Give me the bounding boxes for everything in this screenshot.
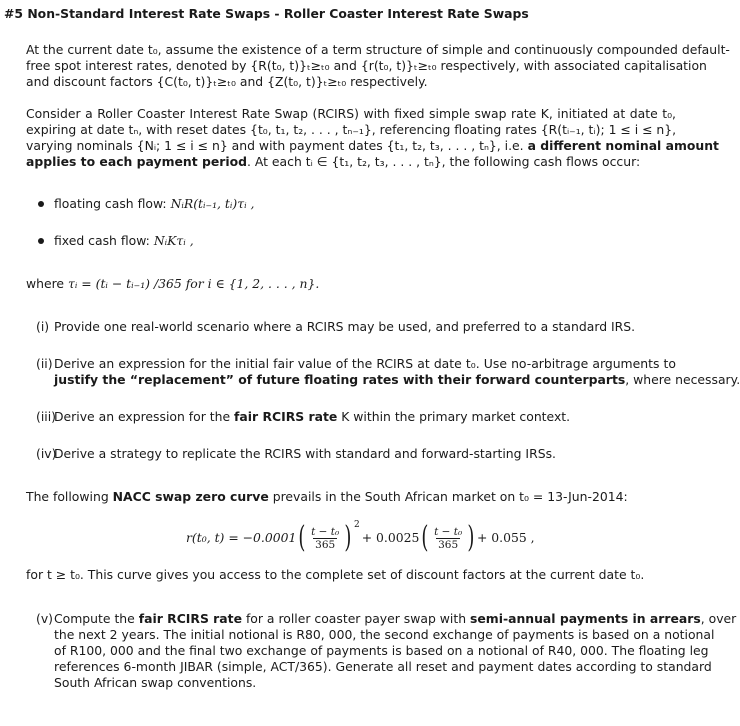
question-iii xyxy=(36,409,676,425)
question-v-post: , over xyxy=(700,611,737,626)
question-v xyxy=(36,611,737,691)
consider-line-4 xyxy=(26,154,676,170)
formula-tail: + 0.055 , xyxy=(476,530,535,545)
consider-line-4-text: . At each tᵢ ∈ {t₁, t₂, t₃, . . . , tₙ}, the following cash flows occur: xyxy=(247,154,641,169)
formula-mid: + 0.0025 xyxy=(361,530,420,545)
bullet-floating-label: floating cash flow: xyxy=(54,196,167,211)
intro-line-3: and discount factors {C(t₀, t)}ₜ≥ₜ₀ and {Z(t₀, t)}ₜ≥ₜ₀ respectively. xyxy=(26,74,428,89)
left-paren-icon: ( xyxy=(298,520,306,555)
right-paren-icon: ) xyxy=(467,520,475,555)
consider-line-4-bold: applies to each payment period xyxy=(26,154,247,169)
zero-curve-formula xyxy=(186,518,535,558)
question-v-mid: for a roller coaster payer swap with xyxy=(245,611,467,626)
bullet-dot-icon xyxy=(38,201,44,207)
bullet-fixed-label: fixed cash flow: xyxy=(54,233,150,248)
bullet-fixed-math: NᵢKτᵢ , xyxy=(153,233,194,248)
question-v-line-3: of R100, 000 and the final two exchange of payments is based on a notional of R40, 000. The floating leg xyxy=(54,643,709,658)
question-v-line-2: the next 2 years. The initial notional is R80, 000, the second exchange of payments is based on a notional xyxy=(54,627,715,642)
question-ii-line-1: Derive an expression for the initial fair value of the RCIRS at date t₀. Use no-arbitrage arguments to xyxy=(54,356,676,371)
consider-line-3 xyxy=(26,138,719,154)
curve-intro xyxy=(26,489,676,505)
bullet-dot-icon xyxy=(38,238,44,244)
where-prefix: where xyxy=(26,276,65,291)
after-formula-text: for t ≥ t₀. This curve gives you access to the complete set of discount factors at the current date t₀. xyxy=(26,567,645,582)
where-math: τᵢ = (tᵢ − tᵢ₋₁) /365 for i ∈ {1, 2, . . . , n}. xyxy=(68,276,320,291)
question-ii-label: (ii) xyxy=(36,356,53,371)
intro-paragraph xyxy=(26,42,730,90)
question-ii-line-2: , where necessary. xyxy=(625,372,740,387)
bullet-fixed xyxy=(38,233,194,249)
question-iii-pre: Derive an expression for the xyxy=(54,409,231,424)
question-iii-post: K within the primary market context. xyxy=(341,409,571,424)
question-ii-bold: justify the “replacement” of future floating rates with their forward counterparts xyxy=(54,372,626,387)
fraction-1-denominator: 365 xyxy=(315,538,336,551)
curve-post: prevails in the South African market on t₀ = 13-Jun-2014: xyxy=(272,489,628,504)
question-i-label: (i) xyxy=(36,319,50,334)
question-iv-text: Derive a strategy to replicate the RCIRS with standard and forward-starting IRSs. xyxy=(54,446,556,461)
question-i-text: Provide one real-world scenario where a RCIRS may be used, and preferred to a standard IRS. xyxy=(54,319,636,334)
fraction-1-numerator: t − t₀ xyxy=(311,525,340,538)
left-paren-icon: ( xyxy=(421,520,429,555)
question-v-line-5: South African swap conventions. xyxy=(54,675,257,690)
consider-line-1: Consider a Roller Coaster Interest Rate Swap (RCIRS) with fixed simple swap rate K, initiated at date t₀, xyxy=(26,106,676,121)
bullet-floating xyxy=(38,196,254,212)
intro-line-2: free spot interest rates, denoted by {R(t₀, t)}ₜ≥ₜ₀ and {r(t₀, t)}ₜ≥ₜ₀ respectively, with associated capitalisation xyxy=(26,58,707,73)
question-i xyxy=(36,319,676,335)
consider-paragraph xyxy=(26,106,719,170)
question-ii xyxy=(36,356,740,388)
question-v-line-4: references 6-month JIBAR (simple, ACT/365). Generate all reset and payment dates according to standard xyxy=(54,659,712,674)
question-v-bold-2: semi-annual payments in arrears xyxy=(470,611,701,626)
formula-lhs: r(t₀, t) = −0.0001 xyxy=(186,530,297,545)
formula-exponent: 2 xyxy=(353,520,360,530)
page-title: #5 Non-Standard Interest Rate Swaps - Roller Coaster Interest Rate Swaps xyxy=(4,6,529,21)
formula-fraction-2 xyxy=(432,526,464,551)
question-iii-bold: fair RCIRS rate xyxy=(234,409,338,424)
question-v-label: (v) xyxy=(36,611,54,626)
question-iii-label: (iii) xyxy=(36,409,56,424)
question-iv xyxy=(36,446,676,462)
intro-line-1: At the current date t₀, assume the existence of a term structure of simple and continuously compounded default- xyxy=(26,42,730,57)
curve-pre: The following xyxy=(26,489,109,504)
consider-line-2: expiring at date tₙ, with reset dates {t₀, t₁, t₂, . . . , tₙ₋₁}, referencing floating rates {R(tᵢ₋₁, tᵢ); 1 ≤ i ≤ n}, xyxy=(26,122,677,137)
curve-bold: NACC swap zero curve xyxy=(112,489,269,504)
formula-fraction-1 xyxy=(309,526,341,551)
consider-line-3-text: varying nominals {Nᵢ; 1 ≤ i ≤ n} and with payment dates {t₁, t₂, t₃, . . . , tₙ}, i.e. xyxy=(26,138,524,153)
question-iv-label: (iv) xyxy=(36,446,57,461)
where-line xyxy=(26,276,676,292)
bullet-floating-math: NᵢR(tᵢ₋₁, tᵢ)τᵢ , xyxy=(170,196,255,211)
fraction-2-numerator: t − t₀ xyxy=(434,525,463,538)
question-v-bold-1: fair RCIRS rate xyxy=(138,611,242,626)
right-paren-icon: ) xyxy=(344,520,352,555)
consider-line-3-bold: a different nominal amount xyxy=(527,138,719,153)
fraction-2-denominator: 365 xyxy=(438,538,459,551)
question-v-pre: Compute the xyxy=(54,611,135,626)
